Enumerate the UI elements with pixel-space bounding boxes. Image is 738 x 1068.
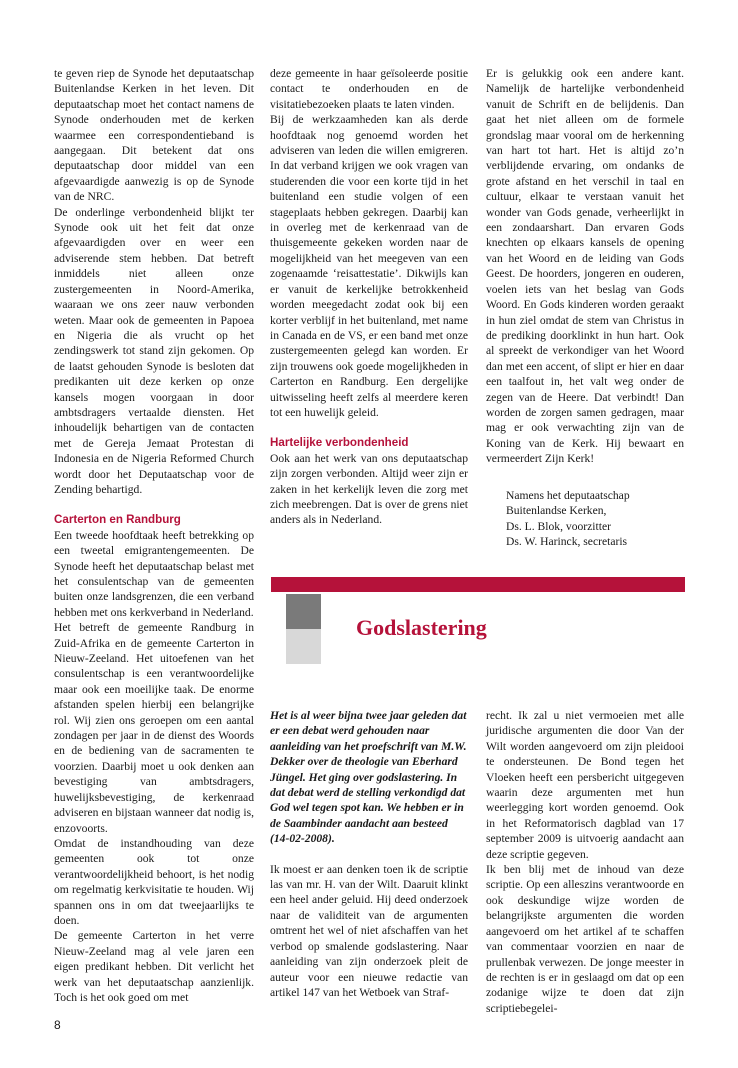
signature-block xyxy=(506,488,630,550)
paragraph: Ook aan het werk van ons deputaatschap zijn zorgen verbonden. Altijd weer zijn er zaken in het kerkelijk leven die zorg met zich meebrengen. Dat is over de grens niet anders als in Nederland. xyxy=(270,451,468,527)
column-2 xyxy=(270,66,468,528)
article-title: Godslastering xyxy=(356,615,487,640)
article-column-right xyxy=(486,708,684,1016)
paragraph: Ik moest er aan denken toen ik de scriptie las van mr. H. van der Wilt. Daaruit klinkt een heel ander geluid. Hij deed onderzoek naar de validiteit van de argumenten omtrent het wel of niet afschaffen van het verbod op smalende godslastering. Naar aanleiding van zijn onderzoek pleit de auteur voor een nieuwe redactie van artikel 147 van het Wetboek van Straf- xyxy=(270,862,468,999)
article-column-left xyxy=(270,708,468,1000)
section-heading-verbondenheid: Hartelijke verbondenheid xyxy=(270,436,409,450)
signature-line: Buitenlandse Kerken, xyxy=(506,504,607,518)
paragraph: Een tweede hoofdtaak heeft betrekking op een tweetal emigrantengemeenten. De Synode heeft het deputaatschap belast met het consulentschap van de gemeenten buiten onze landsgrenzen, die een verband hebben met ons kerkverband in Nederland. xyxy=(54,528,254,619)
decorative-square-light xyxy=(286,629,321,664)
column-3 xyxy=(486,66,684,467)
page-number: 8 xyxy=(54,1018,61,1032)
paragraph: deze gemeente in haar geïsoleerde positie contact te onderhouden en de visitatiebezoeken plaats te laten vinden. xyxy=(270,67,468,111)
accent-banner xyxy=(271,577,685,592)
column-1 xyxy=(54,66,254,1005)
paragraph: Bij de werkzaamheden kan als derde hoofdtaak nog genoemd worden het adviseren van leden die willen emigreren. In dat verband krijgen we ook vragen van studerenden die voor een korte tijd in het buitenland een studie volgen of een stageplaats hebben gekregen. Daarbij kan in overleg met de kerkenraad van de thuisgemeente gekeken worden naar de mogelijkheid van het meegeven van een zogenaamde ‘reisattestatie’. Dikwijls kan er vanuit de kerkelijke betrokkenheid worden meegedacht zodat ook bij een korter verblijf in het buitenland, met name in Canada en de VS, er een band met onze zustergemeenten gelegd kan worden. Er zijn trouwens ook goede mogelijkheden in Carterton en Randburg. Een dergelijke uitwisseling heeft zelfs al meerdere keren tot een huwelijk geleid. xyxy=(270,113,468,419)
paragraph: Er is gelukkig ook een andere kant. Namelijk de hartelijke verbondenheid vanuit de Schrift en de belijdenis. Dan gaat het niet alleen om de formele grondslag maar vooral om de herkenning van hart tot hart. Het is altijd zo’n verblijdende ervaring, om ondanks de grote afstand en het verschil in taal en cultuur, elkaar te verstaan vanuit het wonder van Gods genade, verheerlijkt in een zondaarshart. Dan ervaren Gods knechten op elkaars kansels de opening van het Woord en de leiding van Gods Geest. De hoorders, jongeren en ouderen, voelen iets van het beslag van Gods Woord. En Gods kinderen worden geraakt in hun ziel omdat de stem van Christus in de prediking doorklinkt in hun hart. Ook al spreekt de verkondiger van het Woord dan met een accent, of slipt er hier en daar een taalfout in, het valt weg onder de zegen van de Heere. Dat verbindt! Dan worden de zorgen samen gedragen, maar mag er ook verwachting zijn van de Koning van de Kerk. Hij bewaart en vermeerdert Zijn Kerk! xyxy=(486,67,684,466)
paragraph: De gemeente Carterton in het verre Nieuw-Zeeland mag al vele jaren een eigen predikant hebben. Dit verlicht het werk van het deputaatschap aanzienlijk. Toch is het ook goed om met xyxy=(54,929,254,1004)
paragraph: recht. Ik zal u niet vermoeien met alle juridische argumenten die door Van der Wilt worden aangevoerd om zijn pleidooi te ondersteunen. De Bond tegen het Vloeken heeft een persbericht uitgegeven waarin deze argumenten met hun weerlegging kort worden genoemd. Ook in het Reformatorisch dagblad van 17 september 2009 is uitvoerig aandacht aan deze scriptie gegeven. xyxy=(486,709,684,861)
decorative-square-dark xyxy=(286,594,321,629)
section-heading-carterton: Carterton en Randburg xyxy=(54,513,181,527)
paragraph: Het betreft de gemeente Randburg in Zuid-Afrika en de gemeente Carterton in Nieuw-Zeeland. Het uitoefenen van het consulentschap is een verantwoordelijke maar ook een moeilijke taak. De enorme afstanden spelen hierbij een belangrijke rol. Wij zien ons geroepen om een aantal zondagen per jaar in de dienst des Woords en de bediening van de sacramenten te voorzien. Daarbij moet u ook denken aan bevestiging van ambtsdragers, huwelijksbevestiging, de kerkenraad adviseren en bijstaan wanneer dat nodig is, enzovoorts. xyxy=(54,621,254,835)
signature-line: Ds. L. Blok, voorzitter xyxy=(506,519,611,533)
paragraph: Ik ben blij met de inhoud van deze scriptie. Op een alleszins verantwoorde en ook deskundige wijze worden de belangrijkste argumenten die worden aangevoerd om het artikel af te schaffen van commentaar voorzien en naar de prullenbak verwezen. De jonge meester in de rechten is er in geslaagd om dat op een zodanige wijze te doen dat zijn scriptiebegelei- xyxy=(486,863,684,1015)
paragraph: De onderlinge verbondenheid blijkt ter Synode ook uit het feit dat onze afgevaardigden over en weer een adviserende stem hebben. Dat betreft inmiddels niet alleen onze zustergemeenten in Noord-Amerika, waaraan we ons zeer nauw verbonden weten. Maar ook de gemeenten in Papoea en Nigeria die als vrucht op het zendingswerk tot stand zijn gekomen. Op de laatst gehouden Synode is besloten dat predikanten uit deze kerken op onze kansels mogen voorgaan in door ambtsdragers vertaalde diensten. Het inhoudelijk behartigen van de contacten met de Gereja Jemaat Protestan di Indonesia en de Nigeria Reformed Church wordt door het Deputaatschap voor de Zending behartigd. xyxy=(54,205,254,496)
signature-line: Namens het deputaatschap xyxy=(506,489,630,502)
signature-line: Ds. W. Harinck, secretaris xyxy=(506,535,628,549)
paragraph: te geven riep de Synode het deputaatschap Buitenlandse Kerken in het leven. Dit deputaatschap moet het contact namens de Synode onderhouden met de kerken waarmee een correspondentieband is aangegaan. Dit betekent dat ons deputaatschap door middel van een afgevaardigde aanwezig is op de Synode van de NRC. xyxy=(54,67,254,204)
paragraph: Omdat de instandhouding van deze gemeenten ook tot onze verantwoordelijkheid behoort, is het nodig om regelmatig kerkvisitatie te houden. Wij spannen ons in om dat tweejaarlijks te doen. xyxy=(54,836,254,927)
article-intro: Het is al weer bijna twee jaar geleden dat er een debat werd gehouden naar aanleiding van het proefschrift van M.W. Dekker over de theologie van Eberhard Jüngel. Het ging over godslastering. In dat debat werd de stelling verkondigd dat God wel tegen spot kan. We hebben er in de Saambinder aandacht aan besteed (14-02-2008). xyxy=(270,709,467,846)
